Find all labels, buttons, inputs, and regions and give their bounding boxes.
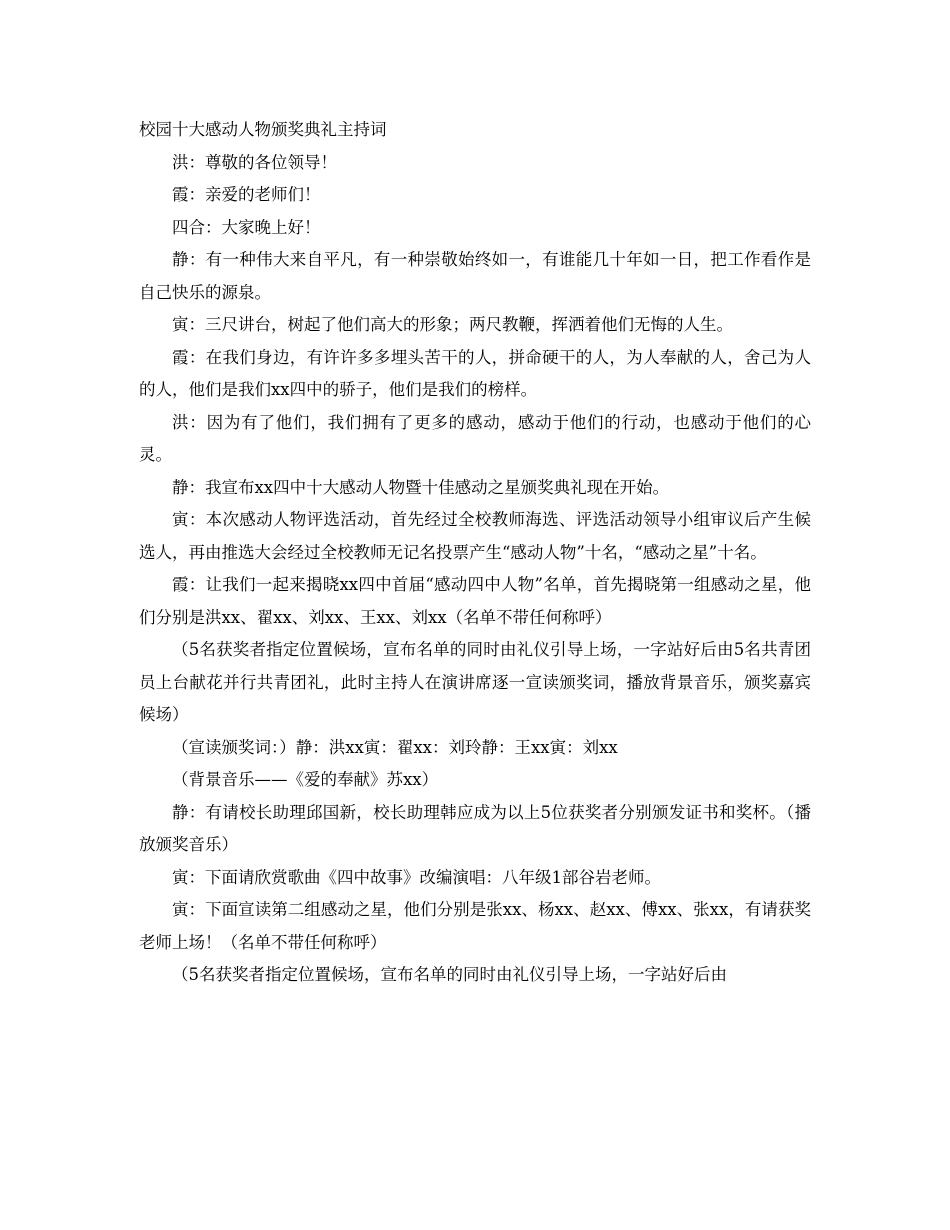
paragraph: 寅：下面请欣赏歌曲《四中故事》改编演唱：八年级1部谷岩老师。 (172, 867, 661, 887)
paragraph: 四合：大家晚上好！ (172, 217, 321, 237)
paragraph: （5名获奖者指定位置候场，宣布名单的同时由礼仪引导上场，一字站好后由5名共青团员上台献花并行共青团礼，此时主持人在演讲席逐一宣读颁奖词，播放背景音乐，颁奖嘉宾候场） (139, 640, 811, 724)
paragraph: 寅：下面宣读第二组感动之星，他们分别是张xx、杨xx、赵xx、傅xx、张xx，有请获奖老师上场！（名单不带任何称呼） (139, 900, 811, 952)
paragraph: 霞：让我们一起来揭晓xx四中首届“感动四中人物”名单，首先揭晓第一组感动之星，他们分别是洪xx、翟xx、刘xx、王xx、刘xx（名单不带任何称呼） (139, 575, 811, 627)
paragraph: 寅：本次感动人物评选活动，首先经过全校教师海选、评选活动领导小组审议后产生候选人，再由推选大会经过全校教师无记名投票产生“感动人物”十名，“感动之星”十名。 (139, 510, 811, 562)
document-body (139, 114, 811, 992)
paragraph: 静：有一种伟大来自平凡，有一种崇敬始终如一，有谁能几十年如一日，把工作看作是自己快乐的源泉。 (139, 250, 811, 302)
paragraph: 静：有请校长助理邱国新，校长助理韩应成为以上5位获奖者分别颁发证书和奖杯。（播放颁奖音乐） (139, 802, 811, 854)
paragraph: 洪：因为有了他们，我们拥有了更多的感动，感动于他们的行动，也感动于他们的心灵。 (139, 412, 811, 464)
paragraph: 霞：亲爱的老师们！ (172, 185, 321, 204)
paragraph: 静：我宣布xx四中十大感动人物暨十佳感动之星颁奖典礼现在开始。 (172, 477, 670, 497)
paragraph: （宣读颁奖词：）静：洪xx寅：翟xx：刘玲静：王xx寅：刘xx (172, 737, 618, 757)
paragraph: 寅：三尺讲台，树起了他们高大的形象；两尺教鞭，挥洒着他们无悔的人生。 (172, 315, 733, 334)
document-title: 校园十大感动人物颁奖典礼主持词 (139, 120, 387, 139)
paragraph: 霞：在我们身边，有许许多多埋头苦干的人，拼命硬干的人，为人奉献的人，舍己为人的人，他们是我们xx四中的骄子，他们是我们的榜样。 (139, 347, 811, 399)
paragraph: （5名获奖者指定位置候场，宣布名单的同时由礼仪引导上场，一字站好后由 (172, 965, 727, 984)
paragraph: 洪：尊敬的各位领导！ (172, 152, 337, 172)
paragraph: （背景音乐——《爱的奉献》苏xx） (172, 770, 439, 789)
